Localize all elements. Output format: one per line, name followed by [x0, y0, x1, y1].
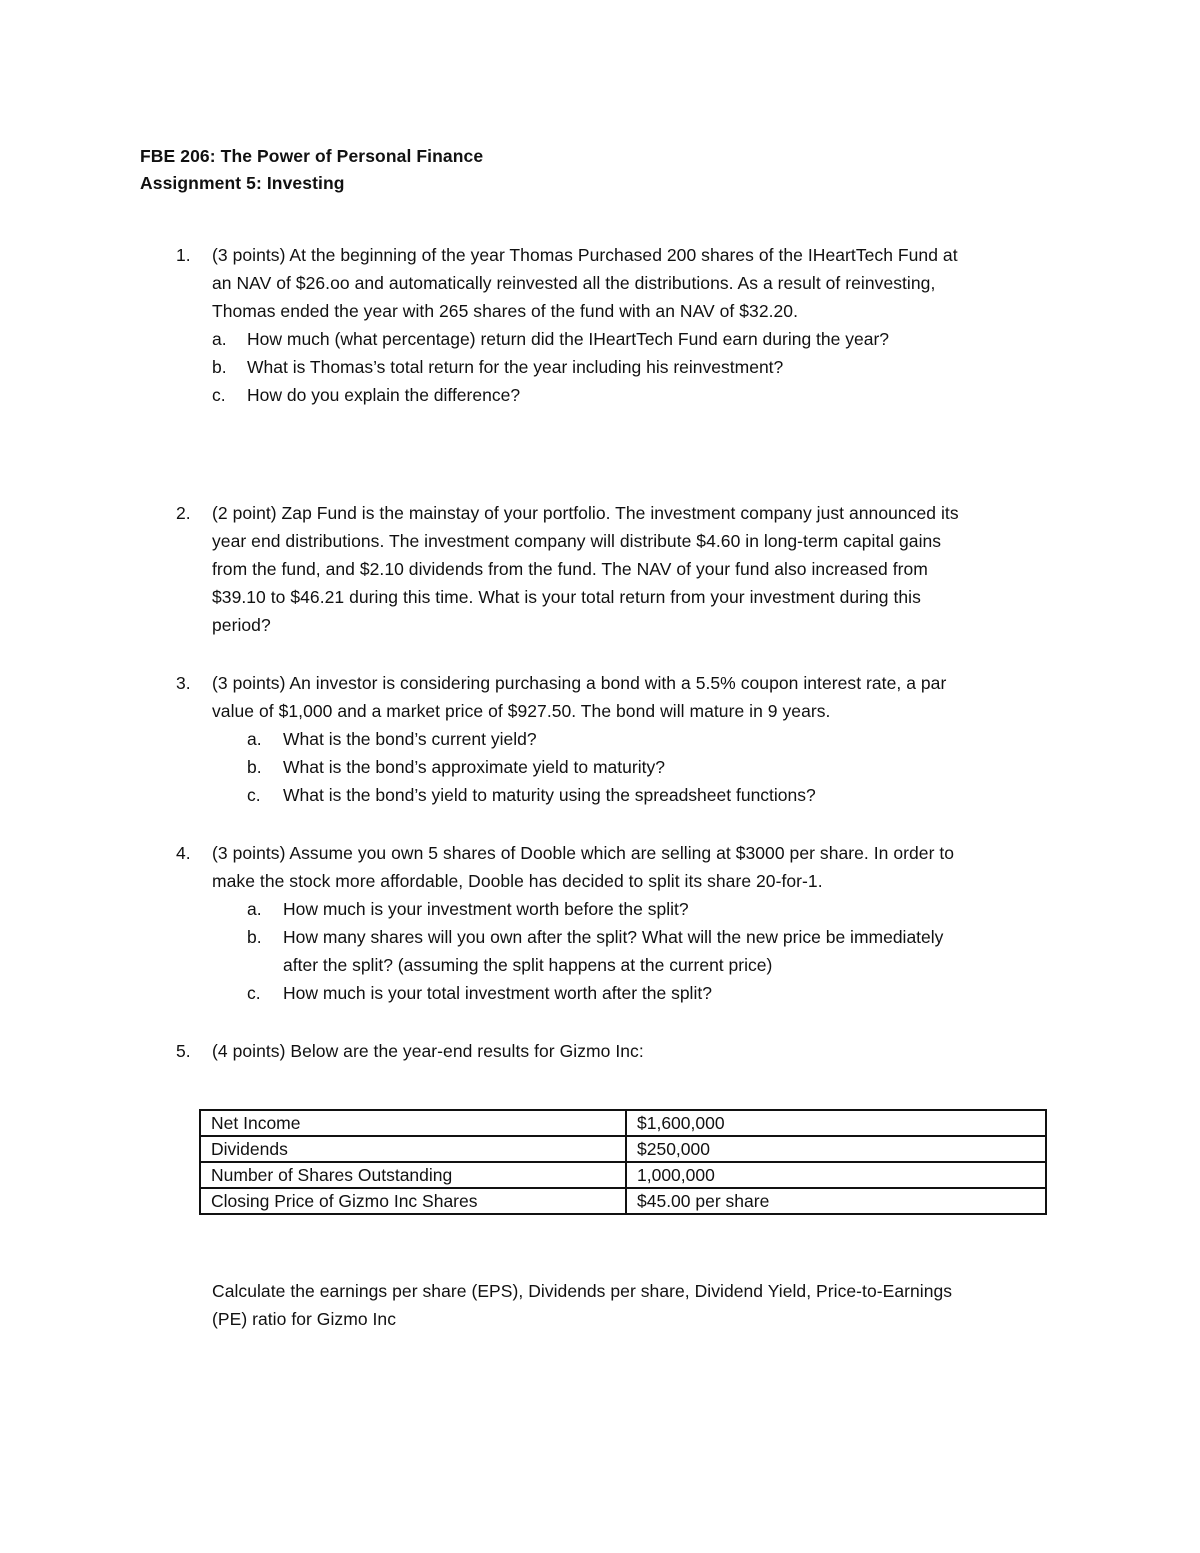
closing-instruction-line: (PE) ratio for Gizmo Inc: [212, 1309, 397, 1329]
closing-instruction-line: Calculate the earnings per share (EPS), Dividends per share, Dividend Yield, Price-to-Earnings: [212, 1281, 953, 1301]
sub-letter: c.: [247, 785, 261, 805]
sub-question-text: What is the bond’s approximate yield to maturity?: [283, 757, 665, 777]
sub-letter: c.: [212, 385, 226, 405]
table-cell-label: Net Income: [200, 1110, 626, 1136]
question-text-line: year end distributions. The investment company will distribute $4.60 in long-term capital gains: [212, 531, 942, 551]
sub-letter: a.: [247, 729, 262, 749]
table-row: [200, 1136, 1046, 1162]
question-text-line: (2 point) Zap Fund is the mainstay of your portfolio. The investment company just announced its: [212, 503, 959, 523]
sub-question-text: What is the bond’s current yield?: [283, 729, 537, 749]
table-row: [200, 1162, 1046, 1188]
sub-question-text: How much is your total investment worth after the split?: [283, 983, 712, 1003]
course-title: FBE 206: The Power of Personal Finance: [140, 146, 484, 166]
question-number: 2.: [176, 503, 191, 523]
question-number: 5.: [176, 1041, 191, 1061]
table-cell-label: Dividends: [200, 1136, 626, 1162]
sub-question-text: after the split? (assuming the split happens at the current price): [283, 955, 773, 975]
question-text-line: (3 points) At the beginning of the year Thomas Purchased 200 shares of the IHeartTech Fund at: [212, 245, 958, 265]
sub-letter: b.: [247, 927, 262, 947]
sub-question-text: How much (what percentage) return did the IHeartTech Fund earn during the year?: [247, 329, 890, 349]
sub-question-text: What is Thomas’s total return for the year including his reinvestment?: [247, 357, 784, 377]
question-text-line: an NAV of $26.oo and automatically reinvested all the distributions. As a result of reinvesting,: [212, 273, 936, 293]
question-text-line: (3 points) Assume you own 5 shares of Dooble which are selling at $3000 per share. In order to: [212, 843, 955, 863]
question-text-line: make the stock more affordable, Dooble has decided to split its share 20-for-1.: [212, 871, 823, 891]
gizmo-results-table: [199, 1109, 1047, 1215]
sub-question-text: How much is your investment worth before the split?: [283, 899, 689, 919]
question-text-line: $39.10 to $46.21 during this time. What is your total return from your investment during this: [212, 587, 921, 607]
question-text-line: from the fund, and $2.10 dividends from the fund. The NAV of your fund also increased from: [212, 559, 928, 579]
sub-letter: a.: [212, 329, 227, 349]
question-number: 1.: [176, 245, 191, 265]
table-cell-value: 1,000,000: [626, 1162, 1046, 1188]
sub-letter: c.: [247, 983, 261, 1003]
sub-question-text: How many shares will you own after the split? What will the new price be immediately: [283, 927, 944, 947]
question-text-line: period?: [212, 615, 271, 635]
assignment-title: Assignment 5: Investing: [140, 173, 345, 193]
sub-letter: a.: [247, 899, 262, 919]
question-text-line: value of $1,000 and a market price of $927.50. The bond will mature in 9 years.: [212, 701, 831, 721]
question-number: 4.: [176, 843, 191, 863]
table-cell-value: $250,000: [626, 1136, 1046, 1162]
question-text-line: Thomas ended the year with 265 shares of the fund with an NAV of $32.20.: [212, 301, 798, 321]
sub-letter: b.: [247, 757, 262, 777]
table-cell-value: $1,600,000: [626, 1110, 1046, 1136]
question-number: 3.: [176, 673, 191, 693]
sub-question-text: What is the bond’s yield to maturity using the spreadsheet functions?: [283, 785, 816, 805]
table-cell-value: $45.00 per share: [626, 1188, 1046, 1214]
table-cell-label: Number of Shares Outstanding: [200, 1162, 626, 1188]
sub-letter: b.: [212, 357, 227, 377]
question-text-line: (4 points) Below are the year-end results for Gizmo Inc:: [212, 1041, 644, 1061]
table-cell-label: Closing Price of Gizmo Inc Shares: [200, 1188, 626, 1214]
question-text-line: (3 points) An investor is considering purchasing a bond with a 5.5% coupon interest rate, a par: [212, 673, 947, 693]
sub-question-text: How do you explain the difference?: [247, 385, 521, 405]
table-row: [200, 1188, 1046, 1214]
table-row: [200, 1110, 1046, 1136]
